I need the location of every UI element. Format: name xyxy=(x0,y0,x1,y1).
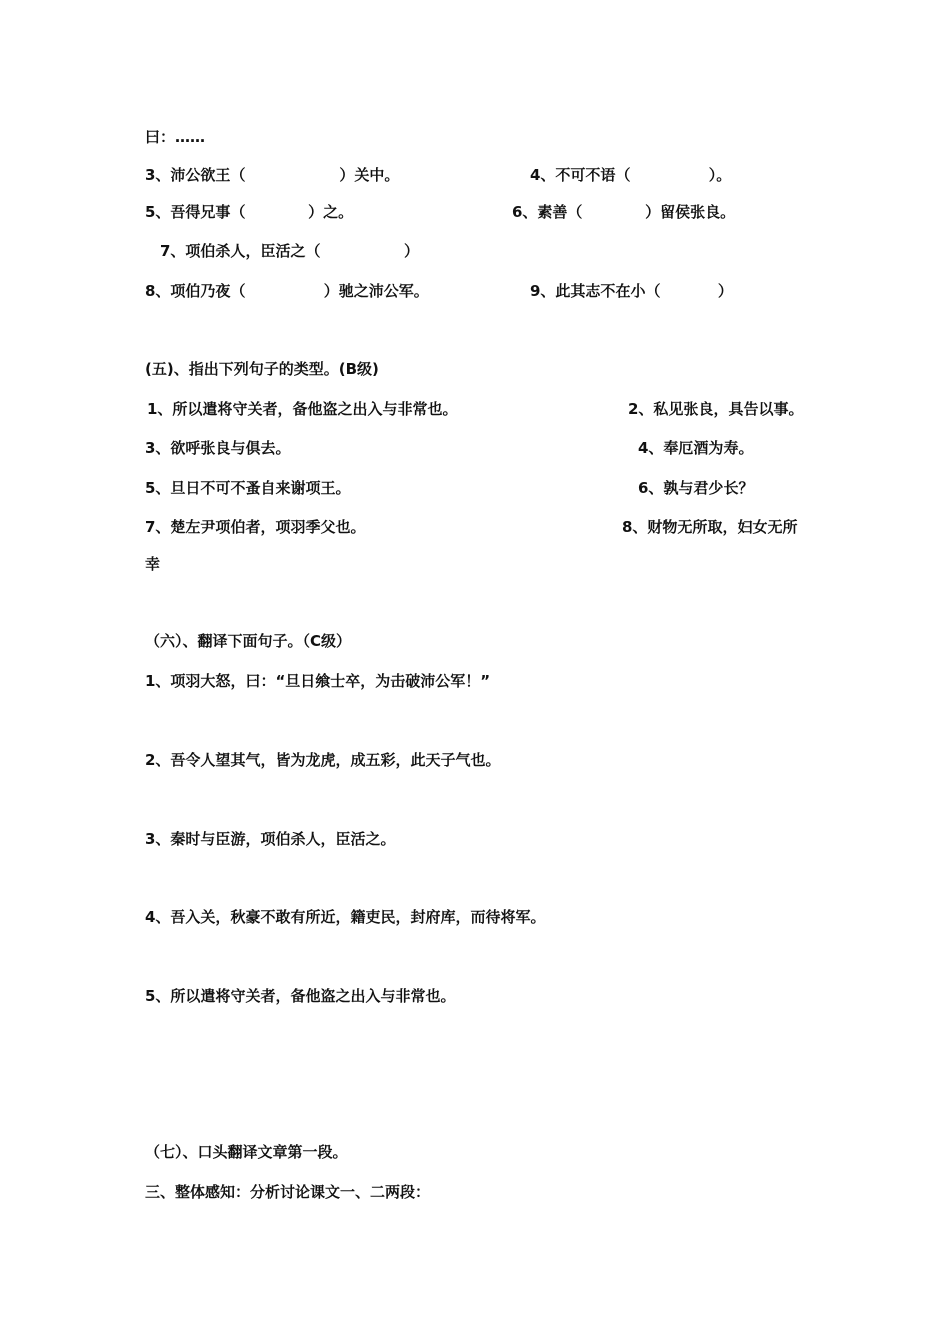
blank-item-3: 3、沛公欲王（ ）关中。 xyxy=(145,166,400,184)
sentence-type-item-3: 3、欲呼张良与俱去。 xyxy=(145,439,291,457)
translate-item-1: 1、项羽大怒，曰：“旦日飨士卒，为击破沛公军！” xyxy=(145,672,491,690)
blank-item-6: 6、素善（ ）留侯张良。 xyxy=(512,203,736,221)
section-6-heading: （六）、翻译下面句子。（C级） xyxy=(145,632,352,650)
blank-item-4: 4、不可不语（ ）。 xyxy=(530,166,732,184)
sentence-type-item-8-cont: 幸 xyxy=(145,555,161,573)
sentence-type-item-7: 7、楚左尹项伯者，项羽季父也。 xyxy=(145,518,366,536)
part-3-heading: 三、整体感知：分析讨论课文一、二两段： xyxy=(145,1183,431,1201)
text-line-yue: 曰：…… xyxy=(145,128,206,146)
translate-item-5: 5、所以遣将守关者，备他盗之出入与非常也。 xyxy=(145,987,456,1005)
section-5-heading: (五)、指出下列句子的类型。(B级) xyxy=(145,360,379,378)
translate-item-4: 4、吾入关，秋豪不敢有所近，籍吏民，封府库，而待将军。 xyxy=(145,908,546,926)
section-7-heading: （七）、口头翻译文章第一段。 xyxy=(145,1143,348,1161)
blank-item-7: 7、项伯杀人，臣活之（ ） xyxy=(160,242,419,260)
blank-item-5: 5、吾得兄事（ ）之。 xyxy=(145,203,354,221)
sentence-type-item-8: 8、财物无所取，妇女无所 xyxy=(622,518,798,536)
sentence-type-item-2: 2、私见张良，具告以事。 xyxy=(628,400,804,418)
translate-item-2: 2、吾令人望其气，皆为龙虎，成五彩，此天子气也。 xyxy=(145,751,501,769)
sentence-type-item-5: 5、旦日不可不蚤自来谢项王。 xyxy=(145,479,351,497)
translate-item-3: 3、秦时与臣游，项伯杀人，臣活之。 xyxy=(145,830,396,848)
sentence-type-item-6: 6、孰与君少长？ xyxy=(638,479,754,497)
blank-item-8: 8、项伯乃夜（ ）驰之沛公军。 xyxy=(145,282,429,300)
blank-item-9: 9、此其志不在小（ ） xyxy=(530,282,733,300)
sentence-type-item-4: 4、奉厄酒为寿。 xyxy=(638,439,754,457)
sentence-type-item-1: 1、所以遣将守关者，备他盗之出入与非常也。 xyxy=(147,400,458,418)
